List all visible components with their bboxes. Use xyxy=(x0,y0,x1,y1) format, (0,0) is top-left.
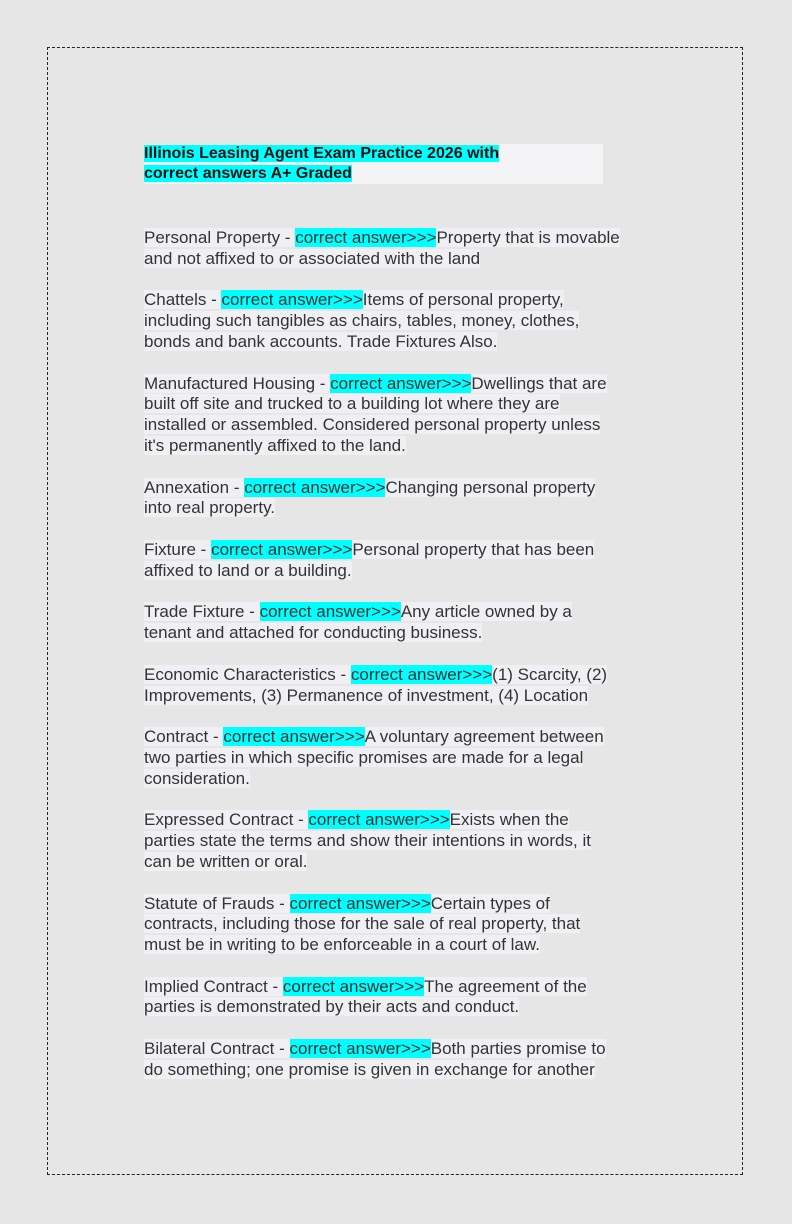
term: Contract - xyxy=(144,727,224,747)
definition-line: (1) Scarcity, (2) xyxy=(492,664,608,684)
answer-marker: correct answer>>> xyxy=(289,893,431,913)
qa-entry xyxy=(144,228,654,270)
definition-line: Both parties promise to xyxy=(430,1039,606,1059)
definition-line: it's permanently affixed to the land. xyxy=(144,435,406,455)
qa-entry xyxy=(144,602,654,644)
answer-marker: correct answer>>> xyxy=(350,664,493,684)
title-line-2: correct answers A+ Graded xyxy=(144,165,352,182)
qa-entry xyxy=(144,977,654,1019)
qa-entry xyxy=(144,290,654,352)
definition-line: two parties in which specific promises are made for a legal xyxy=(144,747,584,767)
definition-line: built off site and trucked to a building lot where they are xyxy=(144,394,560,414)
qa-entry xyxy=(144,540,654,582)
term: Implied Contract - xyxy=(144,976,283,996)
definition-line: Personal property that has been xyxy=(352,539,595,559)
term: Statute of Frauds - xyxy=(144,893,290,913)
term: Personal Property - xyxy=(144,228,296,247)
answer-marker: correct answer>>> xyxy=(295,228,437,247)
definition-line: parties is demonstrated by their acts and conduct. xyxy=(144,997,520,1017)
definition-line: and not affixed to or associated with the land xyxy=(144,248,481,268)
term: Expressed Contract - xyxy=(144,810,309,830)
definition-line: Exists when the xyxy=(449,810,569,830)
definition-line: into real property. xyxy=(144,498,276,518)
definition-line: parties state the terms and show their intentions in words, it xyxy=(144,831,591,851)
answer-marker: correct answer>>> xyxy=(221,290,363,310)
definition-line: A voluntary agreement between xyxy=(364,727,604,747)
term: Trade Fixture - xyxy=(144,602,260,622)
term: Fixture - xyxy=(144,539,212,559)
term: Chattels - xyxy=(144,290,222,310)
definition-line: contracts, including those for the sale of real property, that xyxy=(144,914,581,934)
qa-entry xyxy=(144,374,654,457)
definition-line: can be written or oral. xyxy=(144,851,308,871)
definition-line: consideration. xyxy=(144,768,250,788)
definition-line: Dwellings that are xyxy=(471,373,607,393)
definition-line: bonds and bank accounts. Trade Fixtures Also. xyxy=(144,331,498,351)
term: Annexation - xyxy=(144,477,245,497)
definition-line: Property that is movable xyxy=(436,228,620,247)
qa-entry xyxy=(144,810,654,872)
definition-line: The agreement of the xyxy=(424,976,587,996)
document-content xyxy=(144,144,654,1101)
answer-marker: correct answer>>> xyxy=(289,1039,431,1059)
qa-list xyxy=(144,228,654,1081)
term: Economic Characteristics - xyxy=(144,664,351,684)
definition-line: tenant and attached for conducting business. xyxy=(144,623,483,643)
answer-marker: correct answer>>> xyxy=(282,976,425,996)
term: Manufactured Housing - xyxy=(144,373,331,393)
definition-line: affixed to land or a building. xyxy=(144,560,352,580)
definition-line: Certain types of xyxy=(430,893,550,913)
qa-entry xyxy=(144,1039,654,1081)
qa-entry xyxy=(144,665,654,707)
qa-entry xyxy=(144,478,654,520)
title-line-1: Illinois Leasing Agent Exam Practice 2026 with xyxy=(144,145,500,162)
definition-line: installed or assembled. Considered personal property unless xyxy=(144,415,601,435)
definition-line: Improvements, (3) Permanence of investment, (4) Location xyxy=(144,685,589,705)
definition-line: Changing personal property xyxy=(385,477,596,497)
qa-entry xyxy=(144,727,654,789)
answer-marker: correct answer>>> xyxy=(259,602,401,622)
document-title xyxy=(144,144,603,184)
definition-line: must be in writing to be enforceable in a court of law. xyxy=(144,935,540,955)
definition-line: Items of personal property, xyxy=(362,290,564,310)
answer-marker: correct answer>>> xyxy=(211,539,353,559)
term: Bilateral Contract - xyxy=(144,1039,290,1059)
definition-line: including such tangibles as chairs, tables, money, clothes, xyxy=(144,311,580,331)
answer-marker: correct answer>>> xyxy=(244,477,386,497)
answer-marker: correct answer>>> xyxy=(308,810,450,830)
definition-line: Any article owned by a xyxy=(400,602,572,622)
definition-line: do something; one promise is given in exchange for another xyxy=(144,1059,595,1079)
qa-entry xyxy=(144,894,654,956)
answer-marker: correct answer>>> xyxy=(330,373,472,393)
answer-marker: correct answer>>> xyxy=(223,727,365,747)
